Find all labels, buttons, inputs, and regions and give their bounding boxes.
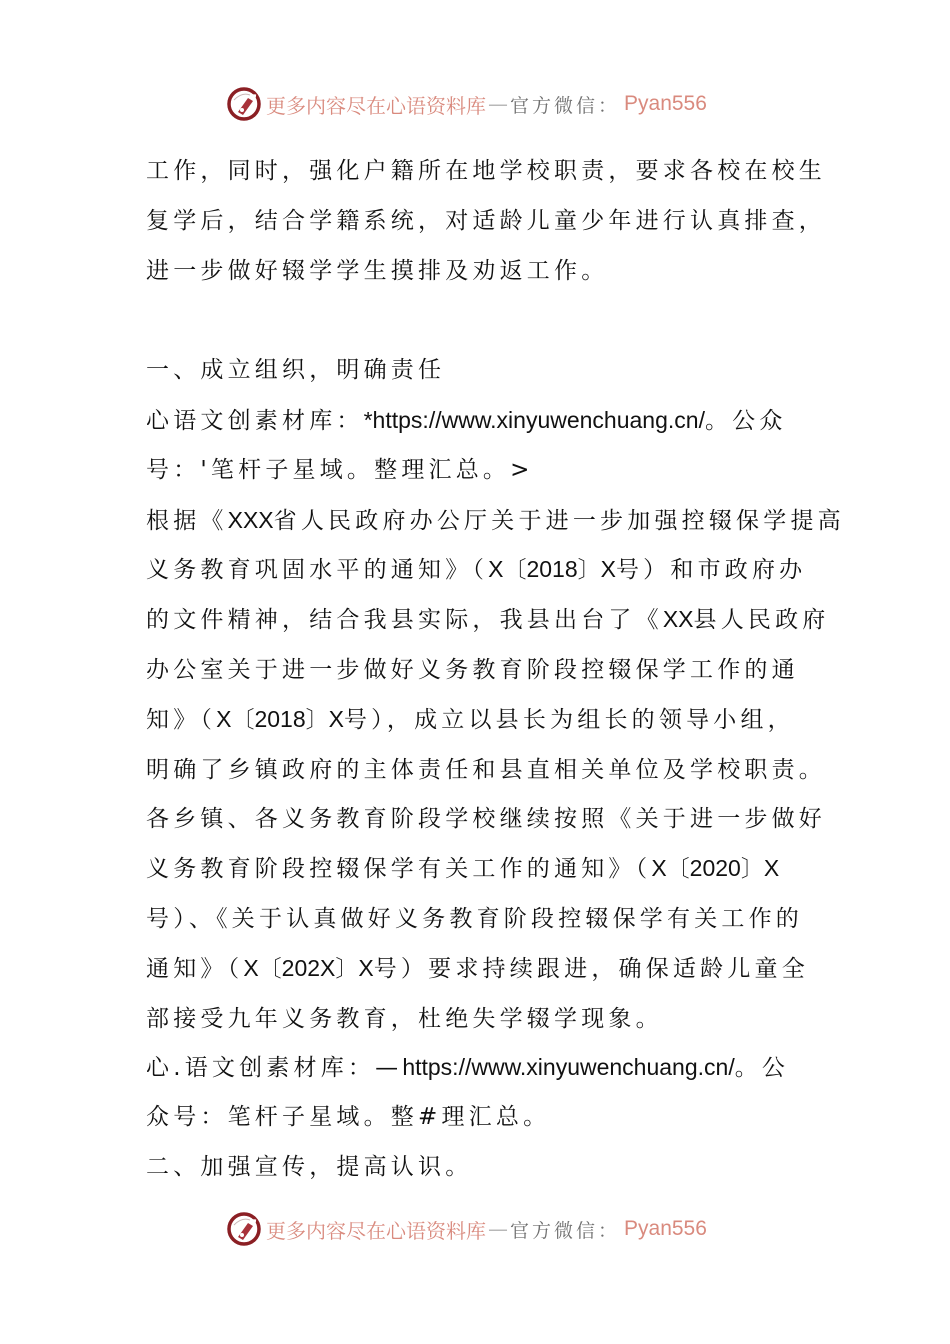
text-segment: 号）、《关于认真做好义务教育阶段控辍保学有关工作的 xyxy=(146,905,803,932)
text-segment: 的文件精神，结合我县实际，我县出台了《 xyxy=(146,607,663,634)
text-line: 工作，同时，强化户籍所在地学校职责，要求各校在校生 xyxy=(146,158,826,184)
text-segment: 部接受九年义务教育，杜绝失学辍学现象。 xyxy=(146,1005,663,1032)
latin-segment: X〔2018〕X xyxy=(488,556,616,583)
banner-wechat-label: 官方微信： xyxy=(510,94,621,117)
text-segment: 知》（ xyxy=(146,706,217,733)
section-heading-1: 一、成立组织，明确责任 xyxy=(146,357,446,384)
paragraph-spacer xyxy=(146,296,810,346)
watermark-1 xyxy=(146,396,810,496)
text-line xyxy=(146,894,810,944)
watermark-line: 号：'笔杆子星域。整理汇总。> xyxy=(146,456,534,483)
banner-promo-text: 更多内容尽在心语资料库 xyxy=(266,93,486,118)
text-segment: 县人民政府 xyxy=(693,607,830,634)
watermark-prefix: 心.语文创素材库：— xyxy=(146,1055,403,1082)
text-segment: 办公室关于进一步做好义务教育阶段控辍保学工作的通 xyxy=(146,656,799,683)
text-line xyxy=(146,994,810,1044)
banner-wechat-id: Pyan556 xyxy=(624,92,707,115)
latin-segment: X〔202X〕X xyxy=(243,954,374,981)
text-line xyxy=(146,496,845,546)
watermark-2 xyxy=(146,1043,810,1143)
text-line xyxy=(146,695,810,745)
text-segment: 根据《 xyxy=(146,507,228,534)
watermark-line xyxy=(146,1043,810,1093)
latin-segment: X〔2018〕X xyxy=(216,705,344,732)
footer-banner xyxy=(226,1207,707,1251)
text-line xyxy=(146,745,826,795)
banner-separator: — xyxy=(488,1217,508,1241)
header-banner xyxy=(226,82,707,126)
text-segment: 明确了乡镇政府的主体责任和县直相关单位及学校职责。 xyxy=(146,756,826,783)
latin-segment: XX xyxy=(662,606,694,633)
banner-promo-text: 更多内容尽在心语资料库 xyxy=(266,1218,486,1243)
banner-wechat-label: 官方微信： xyxy=(510,1219,621,1242)
text-line xyxy=(146,645,810,695)
watermark-suffix: 。公 xyxy=(734,1055,790,1082)
text-line xyxy=(146,545,810,595)
text-segment: 通知》（ xyxy=(146,955,244,982)
text-line xyxy=(146,844,810,894)
text-line xyxy=(146,794,826,844)
document-body xyxy=(146,147,845,1193)
watermark-url: *https://www.xinyuwenchuang.cn/ xyxy=(363,406,705,433)
text-line: 复学后，结合学籍系统，对适龄儿童少年进行认真排查， xyxy=(146,207,826,234)
text-line xyxy=(146,944,810,994)
watermark-line: 众号：笔杆子星域。整#理汇总。 xyxy=(146,1104,551,1131)
watermark-line xyxy=(146,396,810,446)
banner-separator: — xyxy=(488,92,508,116)
paragraph-1 xyxy=(146,147,826,296)
text-line: 进一步做好辍学学生摸排及劝返工作。 xyxy=(146,257,609,284)
text-segment: 各乡镇、各义务教育阶段学校继续按照《关于进一步做好 xyxy=(146,806,826,833)
watermark-prefix: 心语文创素材库： xyxy=(146,407,364,434)
text-segment: 义务教育巩固水平的通知》（ xyxy=(146,557,489,584)
section-heading-2: 二、加强宣传，提高认识。 xyxy=(146,1153,473,1180)
text-segment: 省人民政府办公厅关于进一步加强控辍保学提高 xyxy=(273,507,845,534)
text-segment: 号），成立以县长为组长的领导小组， xyxy=(343,706,795,733)
latin-segment: XXX xyxy=(227,506,274,533)
text-line xyxy=(146,595,830,645)
latin-segment: X〔2020〕X xyxy=(651,855,780,882)
pen-nib-logo-icon xyxy=(226,86,262,122)
pen-nib-logo-icon xyxy=(226,1211,262,1247)
text-segment: 号）要求持续跟进，确保适龄儿童全 xyxy=(373,955,809,982)
paragraph-2 xyxy=(146,496,845,1044)
text-segment: 义务教育阶段控辍保学有关工作的通知》（ xyxy=(146,856,652,883)
watermark-url: https://www.xinyuwenchuang.cn/ xyxy=(402,1054,735,1081)
watermark-suffix: 。公众 xyxy=(704,407,787,434)
banner-wechat-id: Pyan556 xyxy=(624,1217,707,1240)
text-segment: 号）和市政府办 xyxy=(615,557,807,584)
